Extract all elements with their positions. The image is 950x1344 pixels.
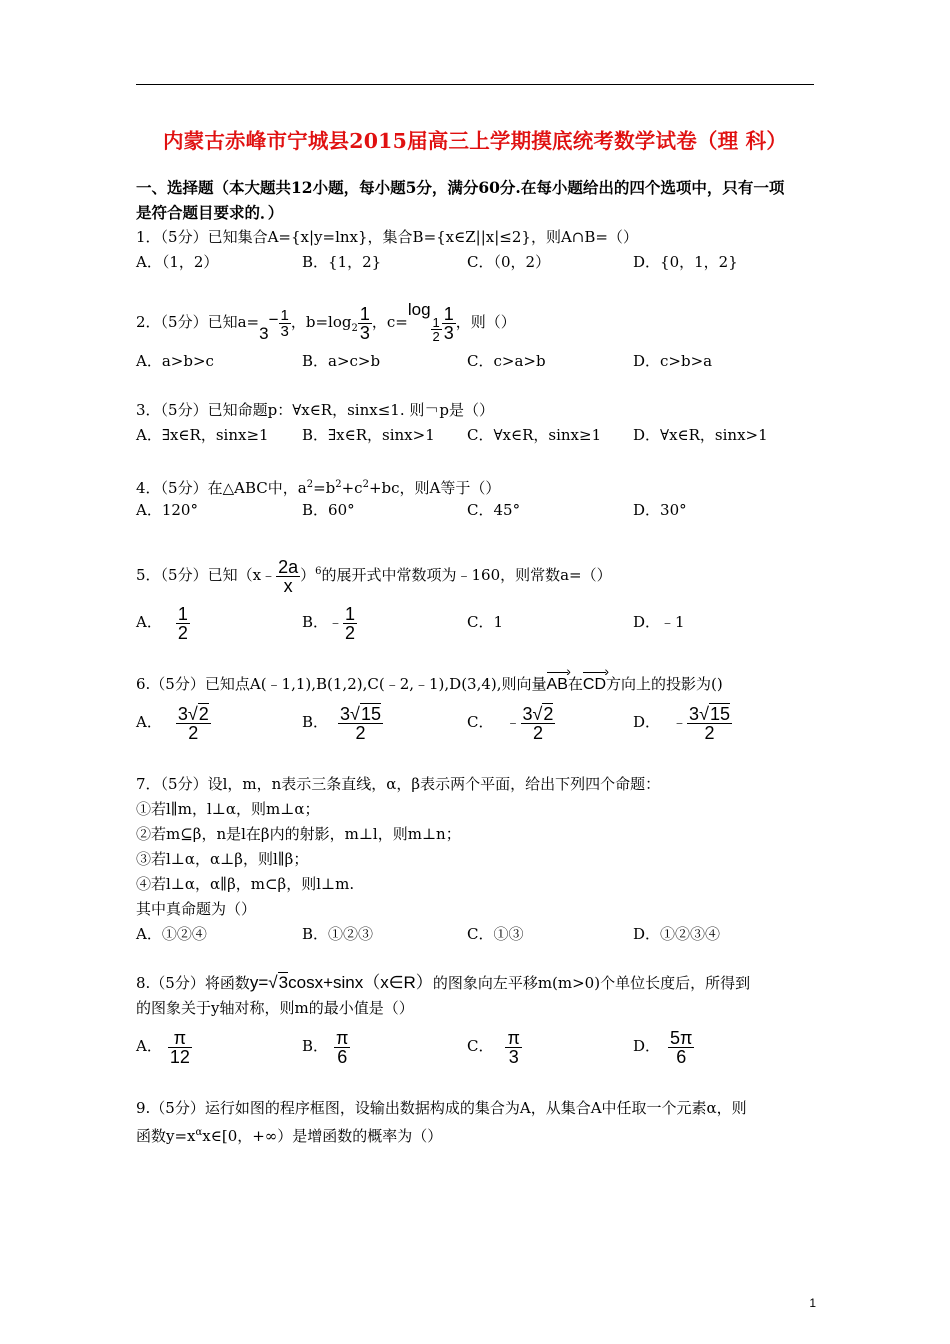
q2-prefix: 2．（5分）已知a= xyxy=(136,313,260,331)
q8-function: y=√3cosx+sinx（x∈R） xyxy=(249,973,433,992)
q3-option-d: D．∀x∈R，sinx>1 xyxy=(633,426,768,444)
q4-option-a: A．120° xyxy=(136,501,198,519)
q5-fraction: $\frac{2a}{x}$ xyxy=(278,556,299,596)
q1-option-b: B．{1，2} xyxy=(302,253,382,271)
q2-option-b: B．a>c>b xyxy=(302,352,381,370)
q7-statement-2: ②若m⊆β，n是l在β内的射影，m⊥l，则m⊥n； xyxy=(136,825,461,843)
q5-stem: 5．（5分）已知（x﹣ $\frac{2a}{x}$ ）$^6$的展开式中常数项为﹣160，则常数a=（） xyxy=(136,556,612,596)
q3-stem: 3．（5分）已知命题p：∀x∈R，sinx≤1. 则￢p是（） xyxy=(136,401,494,419)
vector-ab: AB › xyxy=(547,675,568,695)
q6-option-b: B． $\frac{3√15}{2}$ xyxy=(302,703,381,743)
q3-option-c: C．∀x∈R，sinx≥1 xyxy=(467,426,602,444)
q2-stem: 2．（5分）已知a=3− $\frac{1}{3}$ ，$b=\log_2$ $\frac{1}{3}$ ，c=log $\frac{1}{2}$ $\frac{1}{3}$ ，则（） xyxy=(136,302,516,349)
section-heading-line2: 是符合题目要求的．） xyxy=(136,203,284,222)
q8-stem-line1: 8.（5分）将函数y=√3cosx+sinx（x∈R）的图象向左平移m(m>0)个单位长度后，所得到 xyxy=(136,973,751,992)
q7-option-c: C．①③ xyxy=(467,925,524,943)
q5-option-b: B．﹣ $\frac{1}{2}$ xyxy=(302,603,356,643)
q2-option-a: A．a>b>c xyxy=(136,352,214,370)
q7-statement-3: ③若l⊥α，α⊥β，则l∥β； xyxy=(136,850,309,868)
q6-option-d: D． ﹣ $\frac{3√15}{2}$ xyxy=(633,703,730,743)
q3-option-a: A．∃x∈R，sinx≥1 xyxy=(136,426,269,444)
q3-option-b: B．∃x∈R，sinx>1 xyxy=(302,426,435,444)
q4-option-c: C．45° xyxy=(467,501,521,519)
q2-c-prefix: ，c= xyxy=(371,313,408,331)
q7-statement-4: ④若l⊥α，α∥β，m⊂β，则l⊥m. xyxy=(136,875,355,893)
q5-option-a: A． $\frac{1}{2}$ xyxy=(136,603,188,643)
q2-a-exponent: $\frac{1}{3}$ xyxy=(280,306,289,340)
q7-question: 其中真命题为（） xyxy=(136,900,257,918)
exam-title: 内蒙古赤峰市宁城县2015届高三上学期摸底统考数学试卷（理 科） xyxy=(162,129,788,153)
q8-option-a: A． $\frac{\pi}{12}$ xyxy=(136,1027,190,1067)
q1-option-d: D．{0，1，2} xyxy=(633,253,738,271)
section-heading-line1: 一、选择题（本大题共12小题，每小题5分，满分60分.在每小题给出的四个选项中，只有一项 xyxy=(136,178,785,197)
q7-option-a: A．①②④ xyxy=(136,925,207,943)
q1-option-c: C．（0，2） xyxy=(467,253,551,271)
q6-stem: 6.（5分）已知点A(﹣1,1),B(1,2),C(﹣2,﹣1),D(3,4),则向量AB ›在CD ›方向上的投影为() xyxy=(136,674,723,695)
q7-option-d: D．①②③④ xyxy=(633,925,721,943)
q2-a-base: 3 xyxy=(259,324,269,343)
q2-b-fraction: $\frac{1}{3}$ xyxy=(359,303,370,343)
q5-option-d: D．﹣1 xyxy=(633,613,685,631)
q2-c-log: log xyxy=(407,300,431,319)
q5-option-c: C．1 xyxy=(467,613,504,631)
page-number: 1 xyxy=(809,1296,816,1310)
q4-option-d: D．30° xyxy=(633,501,687,519)
q8-option-b: B． $\frac{\pi}{6}$ xyxy=(302,1027,349,1067)
q2-c-base: $\frac{1}{2}$ xyxy=(432,314,440,344)
q9-stem-line2: 函数$y=x^\alpha x\in[0$，+∞）是增函数的概率为（） xyxy=(136,1127,443,1145)
q9-stem-line1: 9.（5分）运行如图的程序框图，设输出数据构成的集合为A，从集合A中任取一个元素α，则 xyxy=(136,1099,747,1117)
q2-c-fraction: $\frac{1}{3}$ xyxy=(443,303,454,343)
q7-option-b: B．①②③ xyxy=(302,925,374,943)
q1-option-a: A．（1，2） xyxy=(136,253,219,271)
q2-b-sub: 2 xyxy=(351,323,358,334)
q2-b-prefix: ，b=log xyxy=(290,313,352,331)
q8-option-c: C． $\frac{\pi}{3}$ xyxy=(467,1027,520,1067)
header-rule xyxy=(136,84,814,85)
q6-option-a: A． $\frac{3√2}{2}$ xyxy=(136,703,209,743)
q8-stem-line2: 的图象关于y轴对称，则m的最小值是（） xyxy=(136,999,414,1017)
q6-option-c: C． ﹣ $\frac{3√2}{2}$ xyxy=(467,703,554,743)
q4-option-b: B．60° xyxy=(302,501,355,519)
q2-suffix: ，则（） xyxy=(455,313,516,331)
q2-option-c: C．c>a>b xyxy=(467,352,546,370)
q1-stem: 1．（5分）已知集合A={x|y=lnx}，集合B={x∈Z||x|≤2}，则A∩B=（） xyxy=(136,228,638,246)
q7-statement-1: ①若l∥m，l⊥α，则m⊥α； xyxy=(136,800,320,818)
q8-option-d: D． $\frac{5\pi}{6}$ xyxy=(633,1027,693,1067)
q7-stem: 7．（5分）设l，m，n表示三条直线，α，β表示两个平面，给出下列四个命题： xyxy=(136,775,661,793)
q4-stem: 4．（5分）在△ABC中，$a^2=b^2+c^2+bc$，则A等于（） xyxy=(136,479,501,497)
vector-cd: CD › xyxy=(583,675,606,695)
q2-option-d: D．c>b>a xyxy=(633,352,713,370)
